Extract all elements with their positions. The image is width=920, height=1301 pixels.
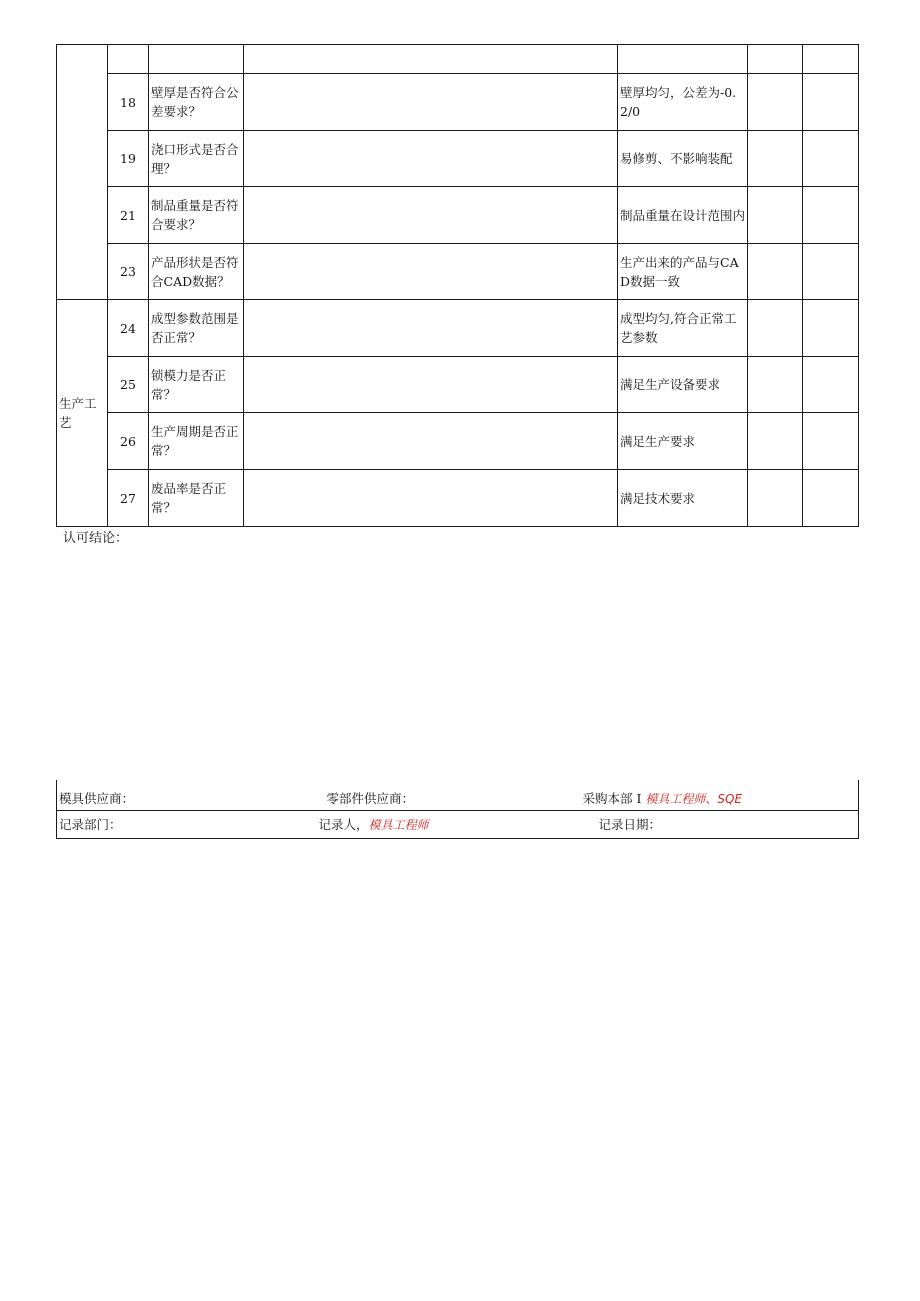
remark-cell <box>803 413 859 470</box>
category-label: 生产工艺 <box>59 396 97 430</box>
table-row <box>57 413 859 470</box>
result-cell <box>244 74 618 131</box>
row-number: 26 <box>108 413 149 470</box>
check-item: 废品率是否正常？ <box>151 481 227 515</box>
check-item: 浇口形式是否合理？ <box>151 141 239 176</box>
signature-row <box>57 780 859 811</box>
check-item: 锁模力是否正常？ <box>151 367 227 402</box>
check-item <box>149 45 244 74</box>
inspection-table <box>56 44 859 527</box>
check-item: 壁厚是否符合公差要求？ <box>151 85 239 119</box>
recorder-role: 模具工程师 <box>368 818 429 832</box>
remark-cell <box>803 45 859 74</box>
result-cell <box>244 131 618 187</box>
check-item: 生产周期是否正常？ <box>151 424 239 458</box>
result-cell <box>244 45 618 74</box>
row-number <box>108 45 149 74</box>
remark-cell <box>803 357 859 413</box>
table-row <box>57 300 859 357</box>
mold-supplier-label: 模具供应商： <box>57 780 319 811</box>
criterion: 满足技术要求 <box>620 490 696 506</box>
criterion: 制品重量在设计范围内 <box>620 207 746 223</box>
check-cell <box>748 357 803 413</box>
result-cell <box>244 187 618 244</box>
result-cell <box>244 470 618 527</box>
row-number: 25 <box>108 357 149 413</box>
recorder-cell <box>319 811 579 839</box>
result-cell <box>244 300 618 357</box>
table-row <box>57 187 859 244</box>
remark-cell <box>803 300 859 357</box>
remark-cell <box>803 244 859 300</box>
row-number: 23 <box>108 244 149 300</box>
remark-cell <box>803 74 859 131</box>
purchasing-label: 采购本部 I <box>582 791 642 806</box>
row-number: 19 <box>108 131 149 187</box>
result-cell <box>244 357 618 413</box>
signature-table <box>56 780 859 839</box>
purchasing-cell <box>579 780 859 811</box>
check-cell <box>748 131 803 187</box>
check-cell <box>748 470 803 527</box>
table-row <box>57 45 859 74</box>
check-cell <box>748 244 803 300</box>
criterion: 生产出来的产品与CAD数据一致 <box>620 254 739 289</box>
row-number: 18 <box>108 74 149 131</box>
remark-cell <box>803 131 859 187</box>
check-cell <box>748 413 803 470</box>
criterion: 满足生产设备要求 <box>620 377 721 392</box>
check-cell <box>748 45 803 74</box>
purchasing-roles: 模具工程师、SQE <box>645 792 743 806</box>
check-cell <box>748 74 803 131</box>
remark-cell <box>803 187 859 244</box>
check-item: 产品形状是否符合CAD数据？ <box>151 254 239 289</box>
table-row <box>57 131 859 187</box>
row-number: 27 <box>108 470 149 527</box>
criterion: 成型均匀,符合正常工艺参数 <box>620 311 737 345</box>
parts-supplier-label: 零部件供应商： <box>319 780 579 811</box>
criterion: 壁厚均匀，公差为-0.2/0 <box>620 85 737 119</box>
record-date-label: 记录日期： <box>579 811 859 839</box>
signature-row <box>57 811 859 839</box>
criterion <box>618 45 748 74</box>
check-item: 制品重量是否符合要求？ <box>151 198 239 232</box>
check-item: 成型参数范围是否正常？ <box>151 311 239 345</box>
check-cell <box>748 187 803 244</box>
result-cell <box>244 413 618 470</box>
table-row <box>57 470 859 527</box>
recorder-label: 记录人， <box>318 817 369 832</box>
category-cell-top <box>57 45 108 300</box>
table-row <box>57 357 859 413</box>
row-number: 24 <box>108 300 149 357</box>
criterion: 易修剪、不影响装配 <box>620 151 733 166</box>
table-row <box>57 74 859 131</box>
table-row <box>57 244 859 300</box>
remark-cell <box>803 470 859 527</box>
result-cell <box>244 244 618 300</box>
row-number: 21 <box>108 187 149 244</box>
check-cell <box>748 300 803 357</box>
approval-conclusion-label: 认可结论： <box>63 531 129 546</box>
record-dept-label: 记录部门： <box>57 811 319 839</box>
criterion: 满足生产要求 <box>620 433 696 449</box>
